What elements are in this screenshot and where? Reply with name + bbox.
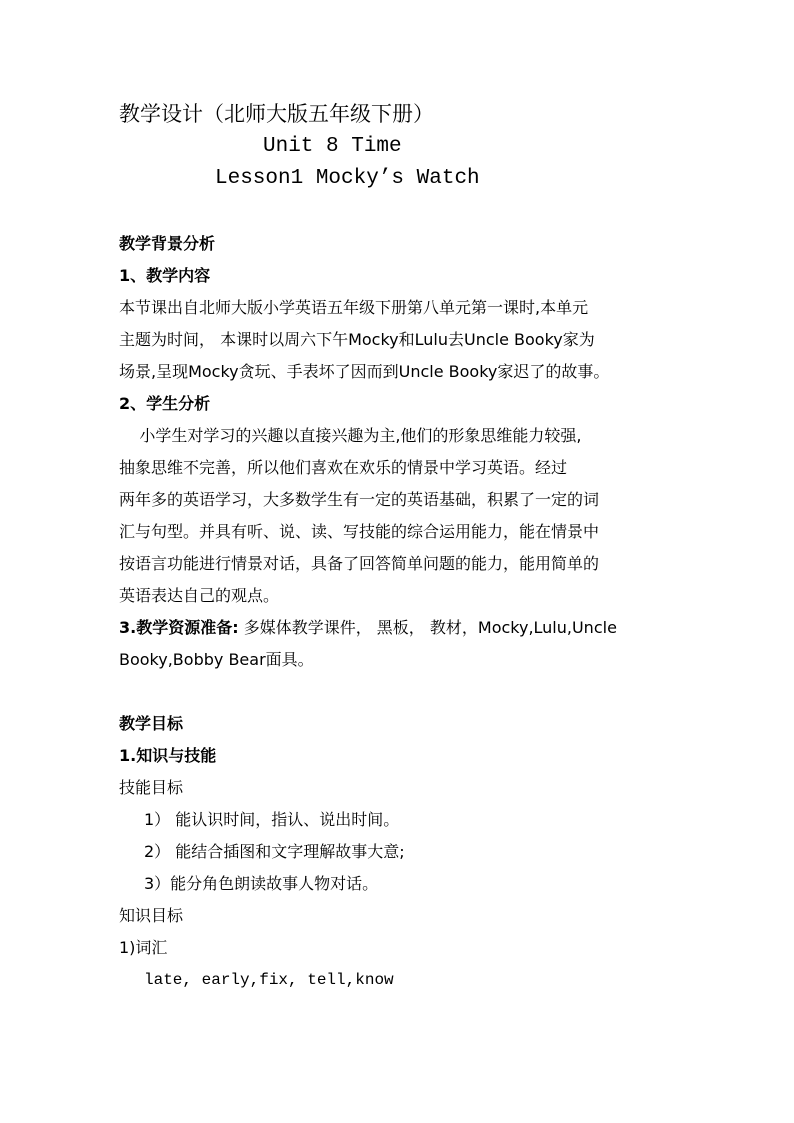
- skill-heading: 技能目标: [119, 778, 184, 797]
- skill-item-2: 2） 能结合插图和文字理解故事大意;: [144, 842, 405, 861]
- content-paragraph-line-3: 场景,呈现Mocky贪玩、手表坏了因而到Uncle Booky家迟了的故事。: [119, 362, 610, 381]
- student-paragraph-line-4: 汇与句型。并具有听、说、读、写技能的综合运用能力，能在情景中: [119, 522, 600, 541]
- skill-item-1: 1） 能认识时间，指认、说出时间。: [144, 810, 400, 829]
- resources-label: 3.教学资源准备:: [119, 618, 239, 637]
- knowledge-skill-heading: 1.知识与技能: [119, 746, 217, 765]
- vocab-heading: 1)词汇: [119, 938, 168, 957]
- document-title: 教学设计（北师大版五年级下册）: [119, 102, 434, 126]
- student-paragraph-line-1: 小学生对学习的兴趣以直接兴趣为主,他们的形象思维能力较强,: [119, 426, 582, 445]
- unit-title: Unit 8 Time: [263, 135, 402, 158]
- resources-text: 多媒体教学课件， 黑板， 教材，Mocky,Lulu,Uncle: [238, 618, 617, 637]
- resources-line-2: Booky,Bobby Bear面具。: [119, 650, 314, 669]
- student-paragraph-line-3: 两年多的英语学习，大多数学生有一定的英语基础，积累了一定的词: [119, 490, 600, 509]
- background-heading: 教学背景分析: [119, 234, 216, 253]
- student-paragraph-line-6: 英语表达自己的观点。: [119, 586, 280, 605]
- knowledge-heading: 知识目标: [119, 906, 184, 925]
- objectives-heading: 教学目标: [119, 714, 184, 733]
- content-heading: 1、教学内容: [119, 266, 211, 285]
- student-paragraph-line-5: 按语言功能进行情景对话，具备了回答简单问题的能力，能用简单的: [119, 554, 600, 573]
- student-heading: 2、学生分析: [119, 394, 211, 413]
- skill-item-3: 3）能分角色朗读故事人物对话。: [144, 874, 379, 893]
- vocab-words: late, early,fix, tell,know: [144, 971, 394, 989]
- content-paragraph-line-2: 主题为时间， 本课时以周六下午Mocky和Lulu去Uncle Booky家为: [119, 330, 595, 349]
- lesson-title: Lesson1 Mocky’s Watch: [215, 167, 480, 190]
- student-paragraph-line-2: 抽象思维不完善，所以他们喜欢在欢乐的情景中学习英语。经过: [119, 458, 568, 477]
- resources-line-1: [119, 618, 617, 638]
- content-paragraph-line-1: 本节课出自北师大版小学英语五年级下册第八单元第一课时,本单元: [119, 298, 589, 317]
